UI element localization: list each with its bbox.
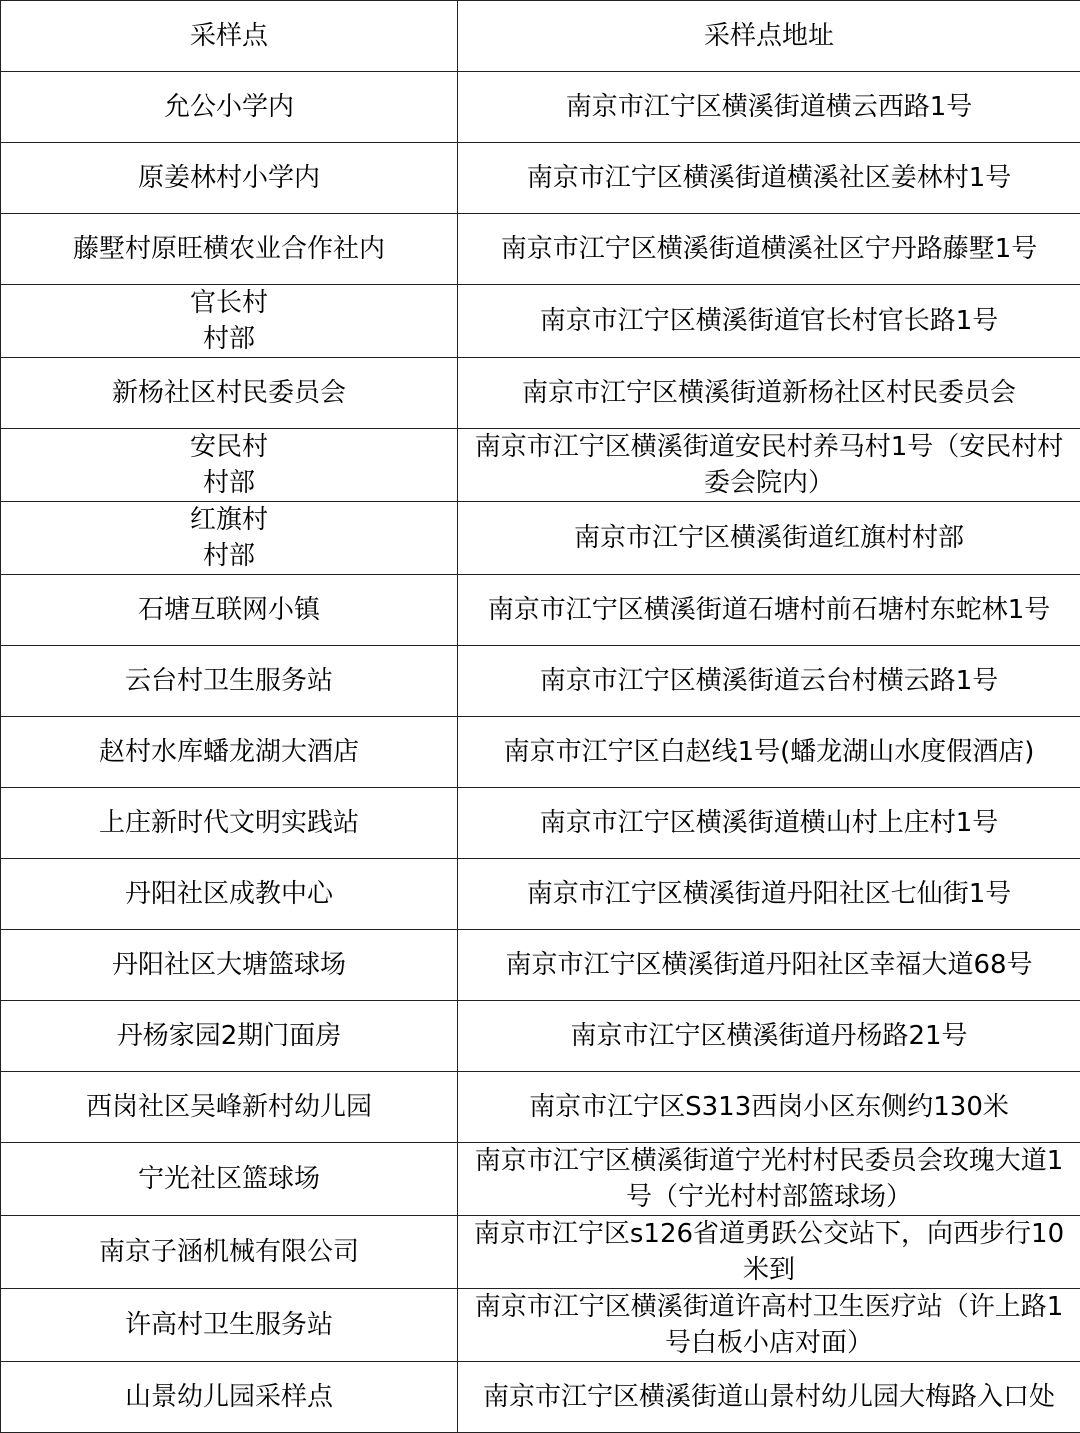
site-address-cell: 南京市江宁区横溪街道新杨社区村民委员会 bbox=[458, 358, 1080, 429]
site-address-cell: 南京市江宁区横溪街道石塘村前石塘村东蛇林1号 bbox=[458, 575, 1080, 646]
site-name-cell: 原姜林村小学内 bbox=[1, 143, 458, 214]
site-name-cell: 宁光社区篮球场 bbox=[1, 1143, 458, 1216]
table-row bbox=[1, 646, 1080, 717]
site-name-cell: 安民村 村部 bbox=[1, 429, 458, 502]
column-header-address: 采样点地址 bbox=[458, 1, 1080, 72]
table-body bbox=[1, 72, 1080, 1433]
table-row bbox=[1, 143, 1080, 214]
table-row bbox=[1, 859, 1080, 930]
table-row bbox=[1, 1216, 1080, 1289]
site-name-cell: 山景幼儿园采样点 bbox=[1, 1362, 458, 1433]
site-address-cell: 南京市江宁区横溪街道红旗村村部 bbox=[458, 502, 1080, 575]
table-row bbox=[1, 214, 1080, 285]
table-row bbox=[1, 930, 1080, 1001]
site-name-cell: 石塘互联网小镇 bbox=[1, 575, 458, 646]
table-row bbox=[1, 717, 1080, 788]
column-header-site: 采样点 bbox=[1, 1, 458, 72]
site-name-cell: 上庄新时代文明实践站 bbox=[1, 788, 458, 859]
site-name-cell: 红旗村 村部 bbox=[1, 502, 458, 575]
table-row bbox=[1, 788, 1080, 859]
table-row bbox=[1, 575, 1080, 646]
site-address-cell: 南京市江宁区白赵线1号(蟠龙湖山水度假酒店) bbox=[458, 717, 1080, 788]
site-address-cell: 南京市江宁区横溪街道山景村幼儿园大梅路入口处 bbox=[458, 1362, 1080, 1433]
table-header bbox=[1, 1, 1080, 72]
site-address-cell: 南京市江宁区横溪街道横溪社区宁丹路藤墅1号 bbox=[458, 214, 1080, 285]
site-address-cell: 南京市江宁区横溪街道许高村卫生医疗站（许上路1号白板小店对面） bbox=[458, 1289, 1080, 1362]
site-address-cell: 南京市江宁区s126省道勇跃公交站下，向西步行10米到 bbox=[458, 1216, 1080, 1289]
table-row bbox=[1, 1143, 1080, 1216]
site-name-cell: 新杨社区村民委员会 bbox=[1, 358, 458, 429]
site-address-cell: 南京市江宁区横溪街道云台村横云路1号 bbox=[458, 646, 1080, 717]
site-address-cell: 南京市江宁区横溪街道宁光村村民委员会玫瑰大道1号（宁光村村部篮球场） bbox=[458, 1143, 1080, 1216]
header-row bbox=[1, 1, 1080, 72]
table-row bbox=[1, 502, 1080, 575]
site-name-cell: 许高村卫生服务站 bbox=[1, 1289, 458, 1362]
site-name-cell: 云台村卫生服务站 bbox=[1, 646, 458, 717]
site-address-cell: 南京市江宁区S313西岗小区东侧约130米 bbox=[458, 1072, 1080, 1143]
site-name-cell: 南京子涵机械有限公司 bbox=[1, 1216, 458, 1289]
table-row bbox=[1, 429, 1080, 502]
site-address-cell: 南京市江宁区横溪街道横云西路1号 bbox=[458, 72, 1080, 143]
site-name-cell: 允公小学内 bbox=[1, 72, 458, 143]
site-address-cell: 南京市江宁区横溪街道丹阳社区幸福大道68号 bbox=[458, 930, 1080, 1001]
site-address-cell: 南京市江宁区横溪街道丹杨路21号 bbox=[458, 1001, 1080, 1072]
table-row bbox=[1, 1072, 1080, 1143]
table-row bbox=[1, 285, 1080, 358]
site-name-cell: 西岗社区吴峰新村幼儿园 bbox=[1, 1072, 458, 1143]
site-name-cell: 丹阳社区大塘篮球场 bbox=[1, 930, 458, 1001]
site-name-cell: 丹杨家园2期门面房 bbox=[1, 1001, 458, 1072]
site-name-cell: 赵村水库蟠龙湖大酒店 bbox=[1, 717, 458, 788]
table-row bbox=[1, 358, 1080, 429]
site-address-cell: 南京市江宁区横溪街道官长村官长路1号 bbox=[458, 285, 1080, 358]
site-name-cell: 丹阳社区成教中心 bbox=[1, 859, 458, 930]
site-address-cell: 南京市江宁区横溪街道横溪社区姜林村1号 bbox=[458, 143, 1080, 214]
table-row bbox=[1, 1289, 1080, 1362]
site-name-cell: 藤墅村原旺横农业合作社内 bbox=[1, 214, 458, 285]
site-address-cell: 南京市江宁区横溪街道横山村上庄村1号 bbox=[458, 788, 1080, 859]
site-address-cell: 南京市江宁区横溪街道丹阳社区七仙街1号 bbox=[458, 859, 1080, 930]
table-row bbox=[1, 1001, 1080, 1072]
site-name-cell: 官长村 村部 bbox=[1, 285, 458, 358]
site-address-cell: 南京市江宁区横溪街道安民村养马村1号（安民村村委会院内） bbox=[458, 429, 1080, 502]
table-row bbox=[1, 72, 1080, 143]
